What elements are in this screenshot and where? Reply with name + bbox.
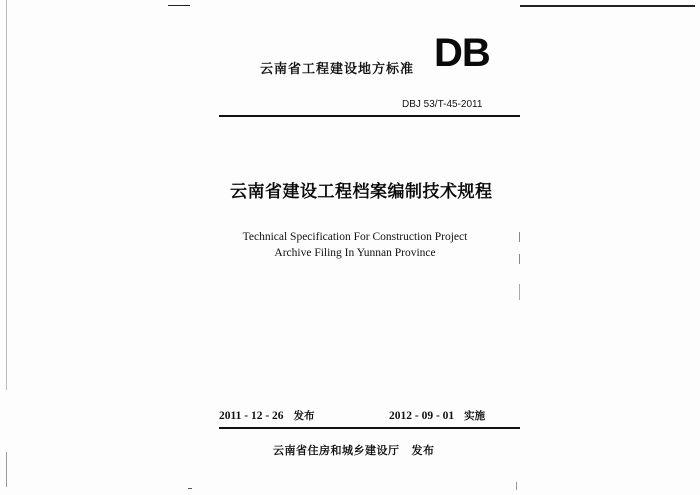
implementation-label: 实施 (464, 410, 486, 422)
standard-number: DBJ 53/T-45-2011 (402, 99, 483, 110)
db-logo: DB (434, 31, 490, 75)
implementation-date: 2012 - 09 - 01 (389, 410, 455, 422)
scan-artifact-mark (519, 254, 520, 264)
publisher-line (273, 442, 435, 458)
scan-artifact-line (520, 5, 695, 7)
standard-category: 云南省工程建设地方标准 (260, 62, 415, 77)
english-title-line-2: Archive Filing In Yunnan Province (274, 247, 436, 259)
document-title-english (210, 229, 500, 261)
scan-artifact-line (168, 5, 190, 6)
document-title-chinese: 云南省建设工程档案编制技术规程 (230, 182, 493, 202)
implementation-date-row (389, 408, 485, 423)
english-title-line-1: Technical Specification For Construction Project (242, 231, 468, 243)
scan-artifact-mark (516, 482, 517, 490)
scan-artifact-mark (519, 232, 520, 242)
top-divider (219, 115, 520, 117)
scan-artifact-mark (519, 284, 520, 300)
publisher-name: 云南省住房和城乡建设厅 (273, 444, 400, 457)
issue-label: 发布 (293, 410, 315, 422)
scan-artifact-edge (6, 0, 7, 390)
bottom-divider (219, 427, 520, 429)
issue-date-row (219, 408, 315, 423)
publisher-label: 发布 (411, 444, 435, 457)
scan-artifact-mark (188, 488, 192, 489)
scan-artifact-edge (6, 452, 7, 487)
issue-date: 2011 - 12 - 26 (219, 410, 284, 422)
